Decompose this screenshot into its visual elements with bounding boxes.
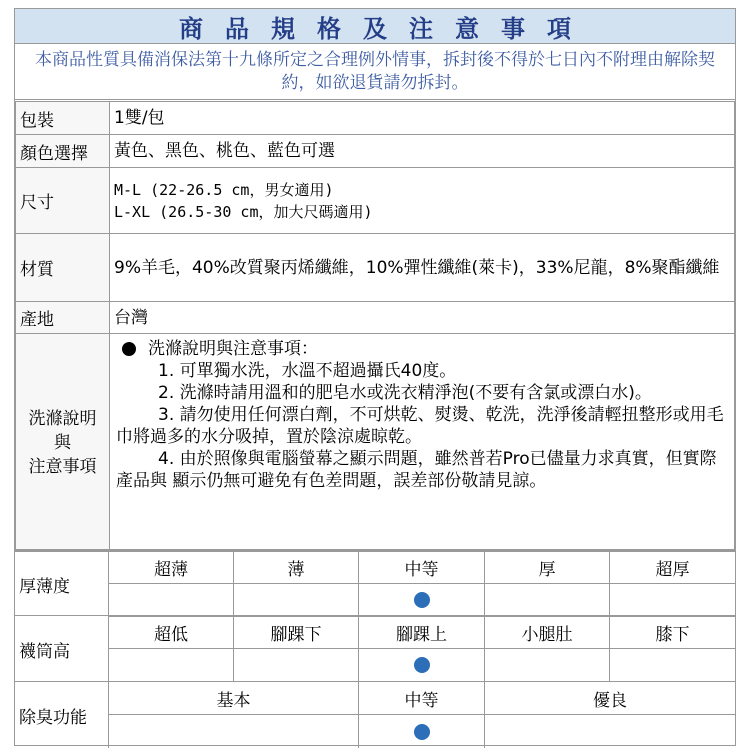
thickness-option: 中等 bbox=[359, 551, 485, 583]
thickness-marker-cell bbox=[485, 584, 610, 616]
selected-dot-icon bbox=[414, 657, 430, 673]
spec-label-package: 包裝 bbox=[16, 102, 110, 135]
deodorant-marker-cell bbox=[485, 715, 735, 748]
care-heading bbox=[116, 338, 728, 360]
cuff-option: 小腿肚 bbox=[485, 616, 610, 648]
cuff-option: 膝下 bbox=[655, 624, 690, 645]
deodorant-marker-cell bbox=[109, 715, 359, 748]
care-label-line3: 注意事項 bbox=[28, 456, 97, 477]
selected-dot-icon bbox=[414, 724, 430, 740]
deodorant-options-row bbox=[109, 682, 735, 715]
cuff-marker-cell bbox=[109, 649, 234, 681]
spec-label-material: 材質 bbox=[16, 234, 110, 302]
rating-grid-deodorant bbox=[109, 682, 735, 748]
thickness-option: 厚 bbox=[485, 551, 610, 583]
size-m-l: M-L (22-26.5 cm，男女適用) bbox=[114, 180, 334, 199]
cuff-marker-cell bbox=[610, 649, 735, 681]
cuff-marker-cell bbox=[359, 649, 485, 681]
cuff-options-row bbox=[109, 616, 735, 649]
spec-label-colors: 顏色選擇 bbox=[16, 135, 110, 168]
cuff-marker-row bbox=[109, 649, 735, 682]
deodorant-option: 基本 bbox=[109, 682, 359, 714]
rating-label-cuff-height: 襪筒高 bbox=[15, 616, 109, 682]
rating-thickness bbox=[15, 549, 735, 617]
rating-label-thickness: 厚薄度 bbox=[15, 551, 109, 617]
care-label-line2: 與 bbox=[54, 432, 71, 453]
care-item-4: 4. 由於照像與電腦螢幕之顯示問題，雖然普若Pro已儘量力求真實，但實際產品與 顯示仍無可避免有色差問題，誤差部份敬請見諒。 bbox=[116, 449, 717, 491]
cuff-option: 腳踝下 bbox=[234, 616, 359, 648]
spec-label-care bbox=[16, 334, 110, 552]
rating-deodorant bbox=[15, 681, 735, 748]
spec-row-colors bbox=[16, 135, 735, 168]
rating-label-deodorant: 除臭功能 bbox=[15, 682, 109, 748]
cuff-marker-cell bbox=[234, 649, 359, 681]
cuff-option: 腳踝上 bbox=[359, 616, 485, 648]
spec-row-package bbox=[16, 102, 735, 135]
title-bar bbox=[15, 9, 735, 44]
thickness-marker-row bbox=[109, 584, 735, 617]
spec-row-care bbox=[16, 334, 735, 552]
thickness-marker-cell bbox=[610, 584, 735, 616]
deodorant-marker-row bbox=[109, 715, 735, 748]
thickness-option: 超厚 bbox=[655, 559, 690, 580]
spec-row-material bbox=[16, 234, 735, 302]
spec-value-colors: 黃色、黑色、桃色、藍色可選 bbox=[110, 135, 735, 168]
deodorant-option: 中等 bbox=[359, 682, 485, 714]
spec-sheet bbox=[14, 8, 736, 746]
spec-value-origin: 台灣 bbox=[110, 302, 735, 334]
care-item-3: 3. 請勿使用任何漂白劑，不可烘乾、熨燙、乾洗，洗淨後請輕扭整形或用毛巾將過多的水分吸掉，置於陰涼處晾乾。 bbox=[116, 405, 724, 447]
thickness-marker-cell bbox=[234, 584, 359, 616]
deodorant-marker-cell bbox=[359, 715, 485, 748]
return-notice: 本商品性質具備消保法第十九條所定之合理例外情事，拆封後不得於七日內不附理由解除契約，如欲退貨請勿拆封。 bbox=[15, 44, 735, 100]
rating-grid-thickness bbox=[109, 551, 735, 617]
spec-value-care bbox=[110, 334, 735, 552]
care-item-1: 1. 可單獨水洗，水溫不超過攝氏40度。 bbox=[158, 361, 457, 381]
deodorant-option: 優良 bbox=[593, 690, 627, 711]
cuff-option: 超低 bbox=[109, 616, 234, 648]
thickness-marker-cell bbox=[359, 584, 485, 616]
spec-value-material: 9%羊毛，40%改質聚丙烯纖維，10%彈性纖維(萊卡)，33%尼龍，8%聚酯纖維 bbox=[110, 234, 735, 302]
thickness-options-row bbox=[109, 551, 735, 584]
thickness-marker-cell bbox=[109, 584, 234, 616]
care-heading-text: 洗滌說明與注意事項： bbox=[148, 339, 318, 359]
care-label-line1: 洗滌說明 bbox=[28, 408, 97, 429]
selected-dot-icon bbox=[414, 592, 430, 608]
spec-label-origin: 產地 bbox=[16, 302, 110, 334]
spec-value-package: 1雙/包 bbox=[110, 102, 735, 135]
care-item-2: 2. 洗滌時請用溫和的肥皂水或洗衣精淨泡(不要有含氯或漂白水)。 bbox=[158, 383, 652, 403]
thickness-option: 薄 bbox=[234, 551, 359, 583]
spec-row-origin bbox=[16, 302, 735, 334]
spec-value-size bbox=[110, 168, 735, 234]
thickness-option: 超薄 bbox=[109, 551, 234, 583]
spec-label-size: 尺寸 bbox=[16, 168, 110, 234]
page-title: 商品規格及注意事項 bbox=[179, 14, 593, 43]
bullet-icon bbox=[122, 342, 136, 356]
rating-grid-cuff-height bbox=[109, 616, 735, 682]
spec-row-size bbox=[16, 168, 735, 234]
spec-table bbox=[15, 101, 735, 552]
size-l-xl: L-XL (26.5-30 cm，加大尺碼適用) bbox=[114, 202, 373, 221]
cuff-marker-cell bbox=[485, 649, 610, 681]
rating-cuff-height bbox=[15, 615, 735, 682]
